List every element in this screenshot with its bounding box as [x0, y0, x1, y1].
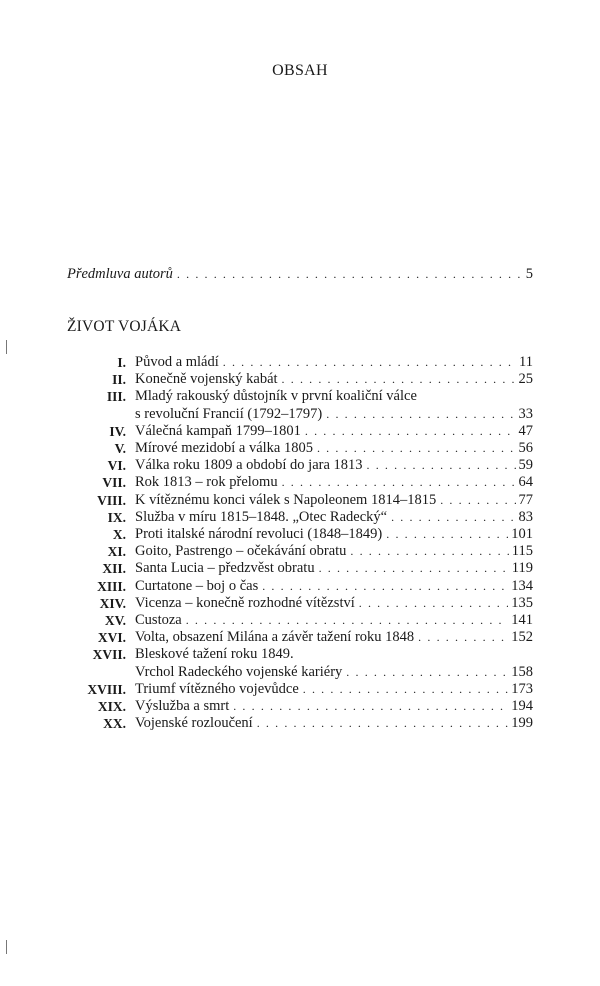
dot-leader — [317, 440, 516, 457]
dot-leader — [386, 526, 508, 543]
chapter-title: K vítěznému konci válek s Napoleonem 1814–1815 — [135, 491, 437, 508]
dot-leader — [346, 664, 508, 681]
toc-entry — [67, 646, 533, 680]
toc-entry — [67, 715, 533, 732]
dot-leader — [223, 354, 516, 371]
chapter-number: XX. — [103, 716, 126, 732]
chapter-title: Bleskové tažení roku 1849. — [135, 646, 294, 663]
chapter-number: III. — [106, 389, 126, 405]
toc-entry — [67, 612, 533, 629]
toc-entry — [67, 371, 533, 388]
scan-margin-mark — [6, 940, 7, 954]
chapter-title: Triumf vítězného vojevůdce — [135, 680, 299, 697]
chapter-title: Konečně vojenský kabát — [135, 371, 278, 388]
chapter-title: Volta, obsazení Milána a závěr tažení roku 1848 — [135, 629, 415, 646]
chapter-title: Proti italské národní revoluci (1848–1849) — [135, 526, 383, 543]
chapter-number: XVII. — [92, 647, 126, 663]
chapter-title: Curtatone – boj o čas — [135, 577, 259, 594]
page-number: 135 — [511, 594, 533, 611]
dot-leader — [391, 509, 515, 526]
toc-entry — [67, 543, 533, 560]
chapter-number: XVI. — [97, 630, 126, 646]
chapter-number: XIV. — [99, 595, 126, 611]
toc-entry — [67, 423, 533, 440]
dot-leader — [440, 492, 515, 509]
chapter-title: Výslužba a smrt — [135, 698, 230, 715]
dot-leader — [319, 560, 509, 577]
chapter-number: VI. — [107, 458, 126, 474]
chapter-title: Custoza — [135, 612, 182, 629]
page-number: 194 — [511, 698, 533, 715]
chapter-title: Služba v míru 1815–1848. „Otec Radecký“ — [135, 508, 388, 525]
chapter-number: I. — [117, 355, 126, 370]
page-number: 199 — [511, 715, 533, 732]
page-number: 83 — [518, 508, 533, 525]
page-number: 158 — [511, 663, 533, 680]
preface-title: Předmluva autorů — [67, 266, 173, 282]
chapter-number: IX. — [107, 509, 126, 525]
page-number: 134 — [511, 577, 533, 594]
chapter-number: XI. — [107, 544, 126, 560]
page-number: 173 — [511, 680, 533, 697]
chapter-number: X. — [112, 527, 126, 543]
chapter-number: XV. — [104, 613, 126, 629]
toc-entry — [67, 560, 533, 577]
preface-entry — [67, 266, 533, 283]
chapter-title: Vicenza – konečně rozhodné vítězství — [135, 594, 355, 611]
dot-leader — [262, 578, 508, 595]
chapter-title: Rok 1813 – rok přelomu — [135, 474, 278, 491]
chapter-number: VII. — [102, 475, 126, 491]
chapter-number: II. — [112, 372, 126, 388]
chapter-number: IV. — [109, 423, 126, 439]
page-number: 33 — [518, 405, 533, 422]
toc-entry — [67, 526, 533, 543]
page-number: 141 — [511, 612, 533, 629]
dot-leader — [186, 612, 509, 629]
chapter-number: V. — [114, 441, 126, 457]
chapter-title: Santa Lucia – předzvěst obratu — [135, 560, 315, 577]
toc-entry — [67, 698, 533, 715]
toc-entry — [67, 578, 533, 595]
toc-entry — [67, 474, 533, 491]
chapter-number: XII. — [102, 561, 126, 577]
toc-entry — [67, 509, 533, 526]
page-number: 11 — [519, 354, 533, 370]
page-title: OBSAH — [272, 62, 328, 79]
chapter-title: Válečná kampaň 1799–1801 — [135, 422, 301, 439]
chapter-number: XIX. — [97, 699, 126, 715]
chapter-title: s revoluční Francií (1792–1797) — [135, 405, 323, 422]
dot-leader — [305, 423, 516, 440]
chapter-number: XIII. — [97, 578, 126, 594]
toc-entry — [67, 629, 533, 646]
page-number: 101 — [511, 526, 533, 543]
toc-entry — [67, 681, 533, 698]
dot-leader — [359, 595, 508, 612]
dot-leader — [233, 698, 508, 715]
scan-margin-mark — [6, 340, 7, 354]
dot-leader — [282, 474, 516, 491]
preface-page: 5 — [525, 266, 533, 282]
dot-leader — [177, 266, 523, 283]
dot-leader — [282, 371, 516, 388]
section-heading: ŽIVOT VOJÁKA — [67, 318, 182, 335]
page-number: 115 — [511, 543, 533, 560]
page-number: 77 — [518, 491, 533, 508]
chapter-title: Mladý rakouský důstojník v první koaliční válce — [135, 388, 417, 405]
toc-entry — [67, 440, 533, 457]
chapter-number: XVIII. — [87, 681, 126, 697]
toc-entry — [67, 388, 533, 422]
toc-entry — [67, 354, 533, 371]
chapter-title: Goito, Pastrengo – očekávání obratu — [135, 543, 347, 560]
dot-leader — [418, 629, 508, 646]
dot-leader — [367, 457, 516, 474]
chapter-title: Vojenské rozloučení — [135, 715, 253, 732]
dot-leader — [257, 715, 509, 732]
page-number: 152 — [511, 629, 533, 646]
page-number: 59 — [518, 457, 533, 474]
toc-entry — [67, 457, 533, 474]
dot-leader — [303, 681, 508, 698]
chapter-title: Mírové mezidobí a válka 1805 — [135, 440, 313, 457]
dot-leader — [350, 543, 508, 560]
page-number: 56 — [518, 440, 533, 457]
page-number: 25 — [518, 371, 533, 388]
toc-entry — [67, 595, 533, 612]
chapter-number: VIII. — [97, 492, 126, 508]
chapter-title: Vrchol Radeckého vojenské kariéry — [135, 663, 343, 680]
toc-list — [67, 354, 533, 732]
chapter-title: Válka roku 1809 a období do jara 1813 — [135, 457, 363, 474]
toc-entry — [67, 492, 533, 509]
page-number: 119 — [511, 560, 533, 577]
page-number: 47 — [518, 422, 533, 439]
page-number: 64 — [518, 474, 533, 491]
dot-leader — [326, 406, 515, 423]
chapter-title: Původ a mládí — [135, 354, 219, 370]
